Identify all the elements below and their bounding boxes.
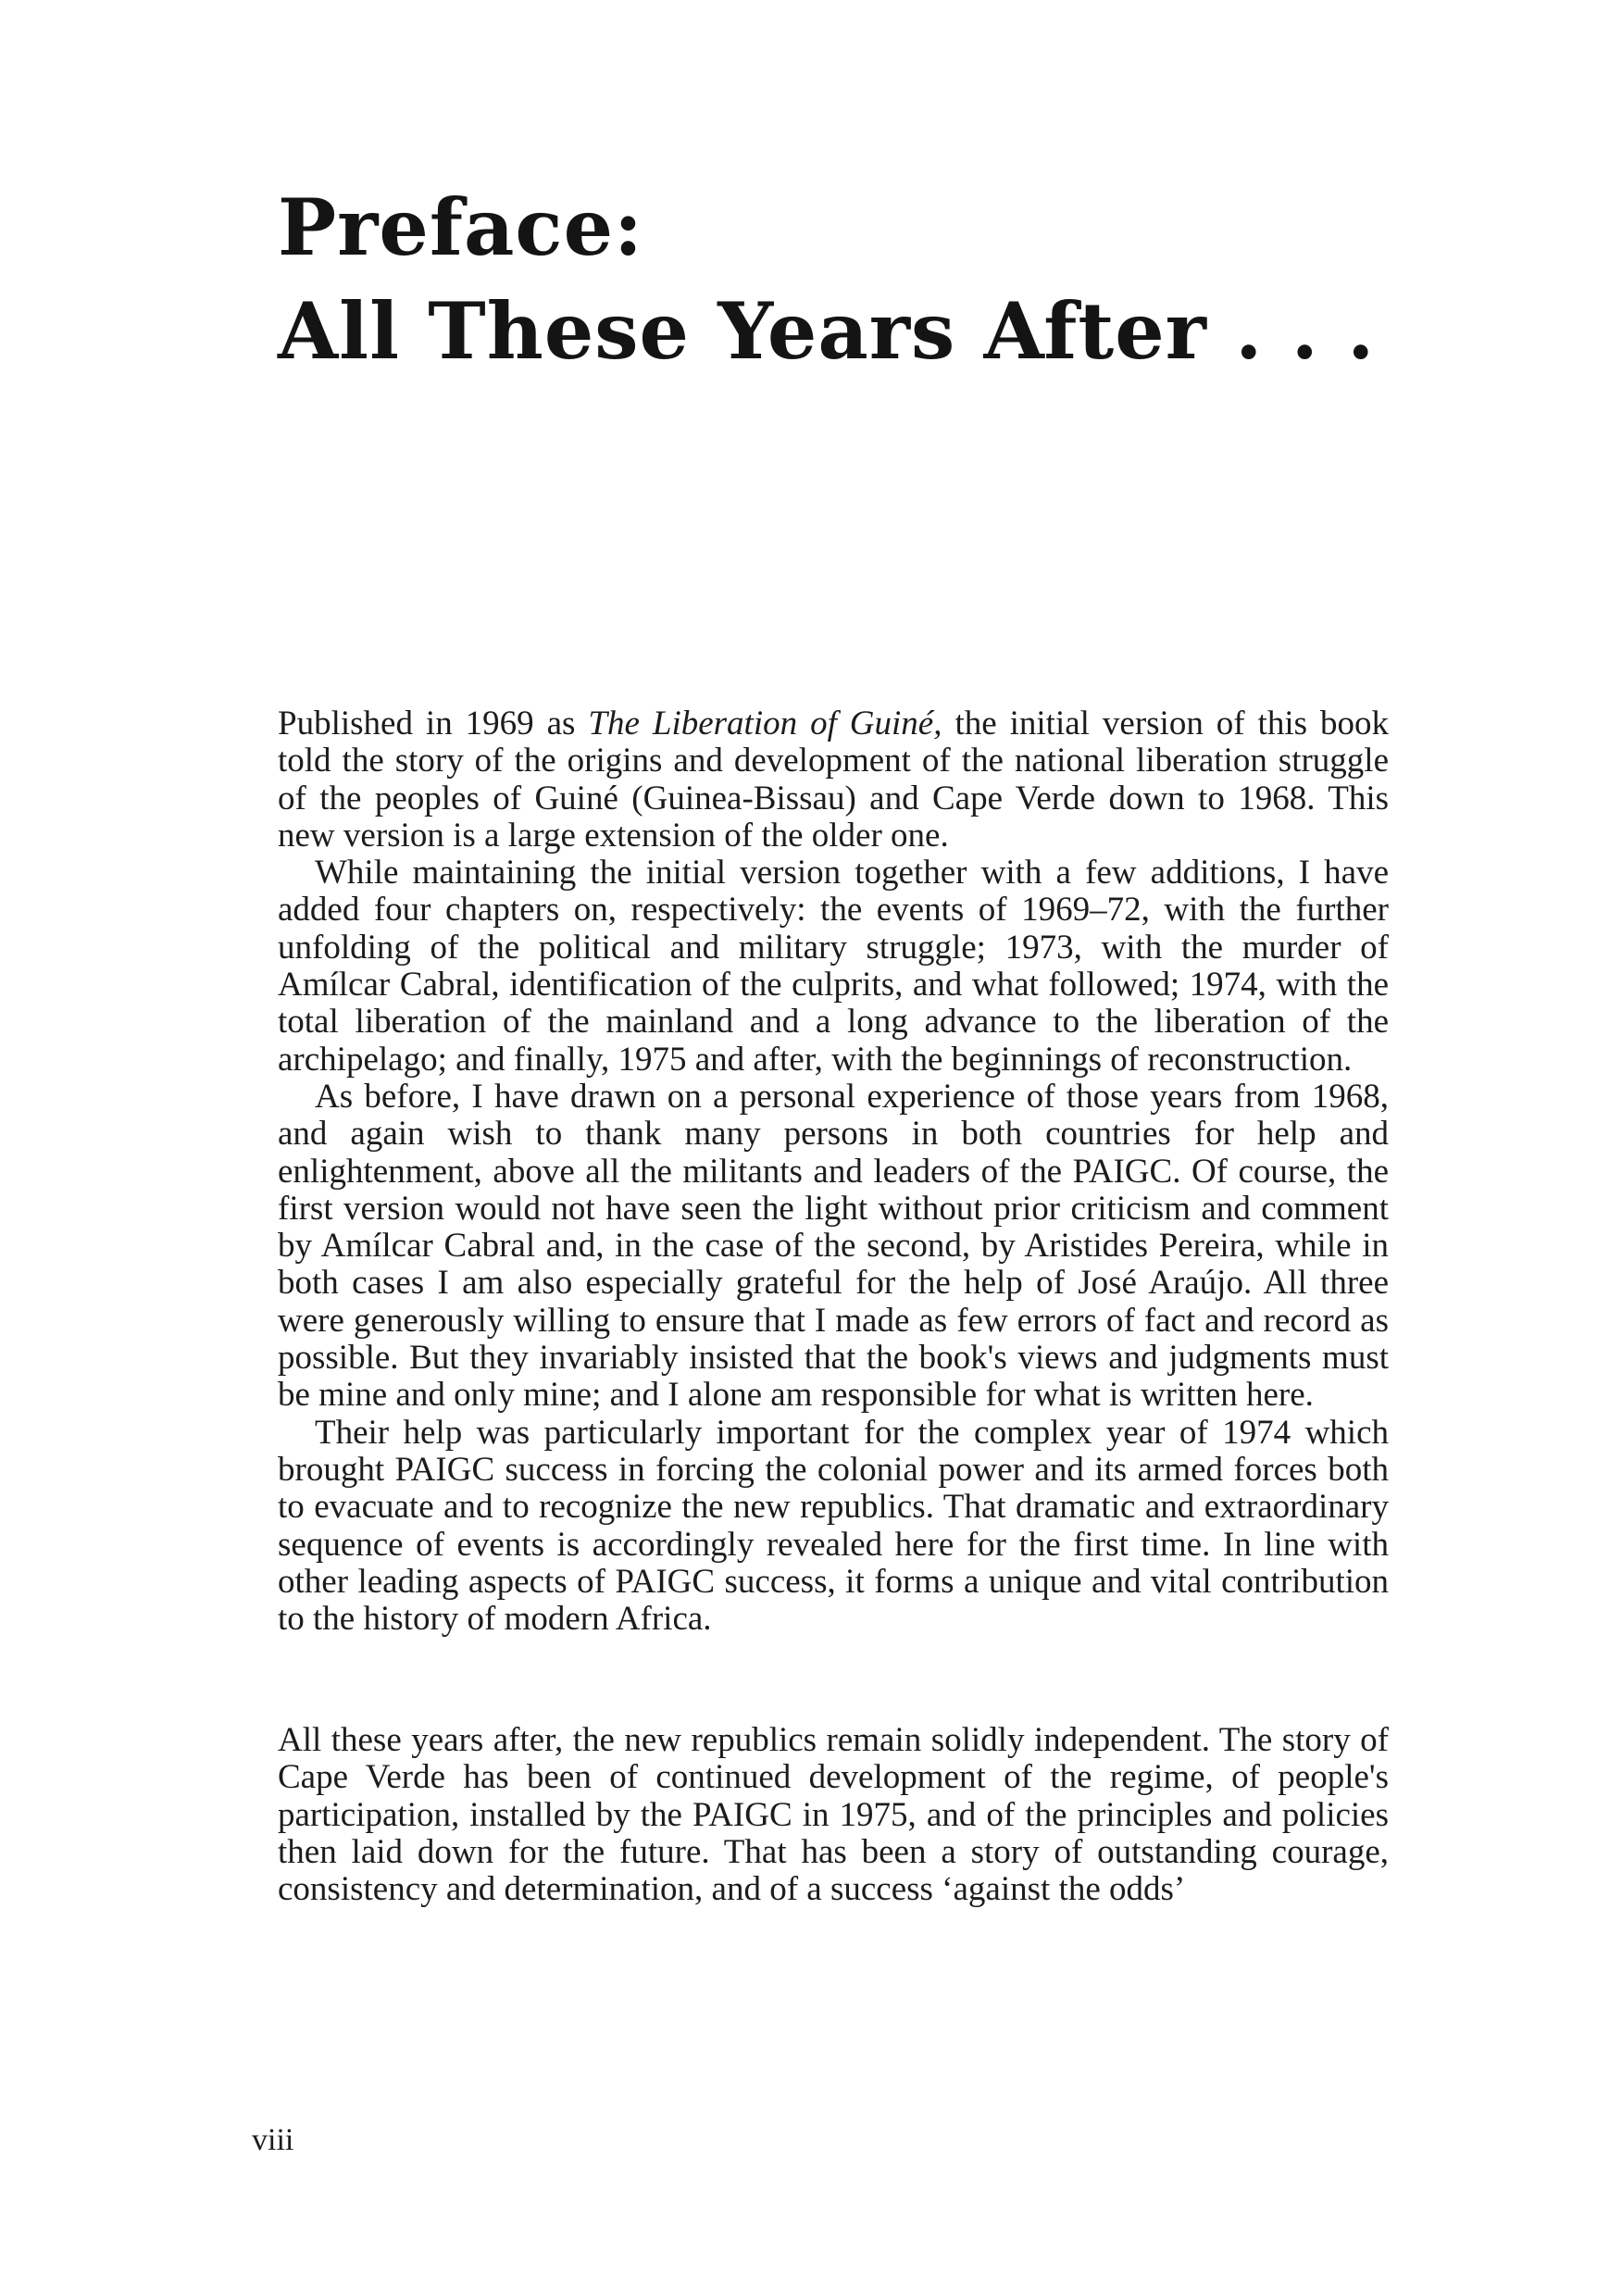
preface-section-1 bbox=[278, 705, 1389, 1638]
title-line-1: Preface: bbox=[278, 181, 644, 273]
paragraph-5: All these years after, the new republics remain solidly independent. The story of Cape Verde has been of continued development of the regime, of people's participation, installed by the PAIGC in 1975, and of the principles and policies then laid down for the future. That has been a story of outstanding courage, consistency and determination, and of a success ‘against the odds’ bbox=[278, 1721, 1389, 1909]
page-number: viii bbox=[252, 2123, 294, 2157]
page-title bbox=[278, 176, 1375, 383]
book-title-italic: The Liberation of Guiné, bbox=[588, 705, 942, 742]
paragraph-1-rest: the initial version of this book told the story of the origins and development of the national liberation struggle of the peoples of Guiné (Guinea-Bissau) and Cape Verde down to 1968. This new version is a large extension of the older one. bbox=[278, 705, 1389, 855]
paragraph-1 bbox=[278, 705, 1389, 855]
paragraph-4: Their help was particularly important for the complex year of 1974 which brought PAIGC success in forcing the colonial power and its armed forces both to evacuate and to recognize the new republics. That dramatic and extraordinary sequence of events is accordingly revealed here for the first time. In line with other leading aspects of PAIGC success, it forms a unique and vital contribution to the history of modern Africa. bbox=[278, 1413, 1389, 1639]
paragraph-2: While maintaining the initial version together with a few additions, I have added four chapters on, respectively: the events of 1969–72, with the further unfolding of the political and military struggle; 1973, with the murder of Amílcar Cabral, identification of the culprits, and what followed; 1974, with the total liberation of the mainland and a long advance to the liberation of the archipelago; and finally, 1975 and after, with the beginnings of reconstruction. bbox=[278, 854, 1389, 1079]
title-line-2: All These Years After . . . bbox=[278, 285, 1376, 377]
paragraph-3: As before, I have drawn on a personal experience of those years from 1968, and again wish to thank many persons in both countries for help and enlightenment, above all the militants and leaders of the PAIGC. Of course, the first version would not have seen the light without prior criticism and comment by Amílcar Cabral and, in the case of the second, by Aristides Pereira, while in both cases I am also especially grateful for the help of José Araújo. All three were generously willing to ensure that I made as few errors of fact and record as possible. But they invariably insisted that the book's views and judgments must be mine and only mine; and I alone am responsible for what is written here. bbox=[278, 1077, 1389, 1415]
preface-section-2 bbox=[278, 1722, 1389, 1908]
paragraph-1-lead: Published in 1969 as bbox=[278, 705, 589, 742]
